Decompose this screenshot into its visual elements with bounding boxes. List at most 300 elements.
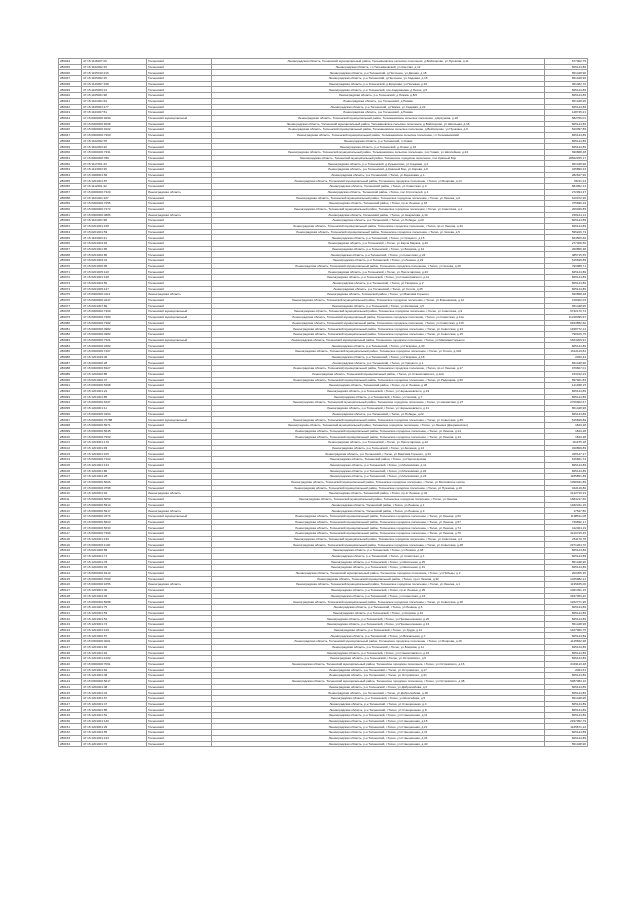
row-number-cell: 280075 xyxy=(59,292,82,298)
cadastral-number-cell: 47:15:1103003:41 xyxy=(82,235,147,241)
cadastral-value-cell: 516849,89 xyxy=(545,258,588,264)
cadastral-number-cell: 47:15:1201001:133 xyxy=(82,735,147,741)
address-cell: Ленинградская область, р-н Тосненский, г.Тосно, ул.Зеленая, д.14 xyxy=(212,445,545,451)
address-cell: Ленинградская область, Тосненский муниципальный район, Тосненское городское поселение, пос.Красный Бор xyxy=(212,155,545,161)
district-cell: Тосненский xyxy=(147,616,212,622)
cadastral-number-cell: 47:15:0201001:138 xyxy=(82,275,147,281)
address-cell: Ленинградская область, Тосненский муниципальный район, Тосненское городское поселение, г.Тосно, ул.Некрасова, д.27 xyxy=(212,400,545,406)
row-number-cell: 280054 xyxy=(59,172,82,178)
cadastral-value-cell: 153312,23 xyxy=(545,371,588,377)
address-cell: Ленинградская область, Тосненский муниципальный район, Тельмановское сельское поселение, г.п.Тельмановский xyxy=(212,132,545,138)
row-number-cell: 280127 xyxy=(59,587,82,593)
address-cell: Ленинградская область, Тосненский муниципальный район, Тельмановское сельское поселение, д.Войскорово, ул.Пушкина, д.9 xyxy=(212,127,545,133)
address-cell: Ленинградская область, Тосненский муниципальный район, Тосненское городское поселение, г.Тосно, ул.Радищева, д.30 xyxy=(212,377,545,383)
cadastral-value-cell: 825144,89 xyxy=(545,144,588,150)
address-cell: Ленинградская область, р-н Тосненский, д.Песочное, ул.Садовая, д.15 xyxy=(212,76,545,82)
district-cell: Тосненский xyxy=(147,172,212,178)
address-cell: Ленинградская область, Тосненский район, г.Тосно, ул.Ленина, д.1 xyxy=(212,502,545,508)
address-cell: Ленинградская область, р-н Тосненский, д.Пижма xyxy=(212,110,545,116)
cadastral-value-cell: 5387084,10 xyxy=(545,678,588,684)
row-number-cell: 280051 xyxy=(59,155,82,161)
district-cell: Тосненский xyxy=(147,161,212,167)
district-cell: Тосненский xyxy=(147,326,212,332)
row-number-cell: 280148 xyxy=(59,707,82,713)
cadastral-number-cell: 47:15:0000000:5633 xyxy=(82,525,147,531)
cadastral-value-cell: 1612119,84 xyxy=(545,349,588,355)
district-cell: Ленинградская область xyxy=(147,292,212,298)
district-cell: Тосненский xyxy=(147,690,212,696)
row-number-cell: 280111 xyxy=(59,496,82,502)
address-cell: Ленинградская область, р-н Тосненский, г.Тосно, ул.Советская, д.15 xyxy=(212,593,545,599)
row-number-cell: 280063 xyxy=(59,223,82,229)
address-cell: Ленинградская область, р-н Тосненский, г.Тосно, ул.Чернышевского, д.11 xyxy=(212,405,545,411)
cadastral-number-cell: 47:15:0000000:4113 xyxy=(82,292,147,298)
cadastral-number-cell: 47:15:0000000:9290 xyxy=(82,115,147,121)
address-cell: Ленинградская область, Тосненский муниципальный район, Тосненское городское поселение, г.Тосно, ул.Ленина (Дзержинского) xyxy=(212,423,545,429)
cadastral-number-cell: 47:15:1202001:85 xyxy=(82,707,147,713)
address-cell: Ленинградская область, р-н Тосненский, д.Кузьмолово, ул.Садовая, д.4 xyxy=(212,161,545,167)
row-number-cell: 280113 xyxy=(59,508,82,514)
address-cell: Ленинградская область, р-н Тосненский, д.Песочное, ул.Дачная, д.18 xyxy=(212,70,545,76)
district-cell: Тосненский xyxy=(147,622,212,628)
cadastral-value-cell: 375699,19 xyxy=(545,201,588,207)
address-cell: Ленинградская область, р-н Тосненский, г.Тосно, ул.Московская, д.11 xyxy=(212,462,545,468)
cadastral-value-cell: 825144,89 xyxy=(545,684,588,690)
district-cell: Тосненский xyxy=(147,485,212,491)
cadastral-value-cell: 1843,28 xyxy=(545,434,588,440)
address-cell: Ленинградская область, Тосненский муниципальный район, Тосненское городское поселение, г.Тосно, ул.Ленина, д.74 xyxy=(212,525,545,531)
cadastral-number-cell: 47:15:0000000:5617 xyxy=(82,678,147,684)
row-number-cell: 280129 xyxy=(59,599,82,605)
address-cell: Ленинградская область, р-н Тосненский, д.Пижма, д.8/4 xyxy=(212,93,545,99)
address-cell: Ленинградская область, Тосненский муниципальный район, Тосненское городское поселение, г.Тосно, ул.Максима Горького xyxy=(212,337,545,343)
district-cell: Тосненский xyxy=(147,64,212,70)
row-number-cell: 280084 xyxy=(59,343,82,349)
district-cell: Тосненский муниципальный xyxy=(147,514,212,520)
cadastral-value-cell: 2064,51 xyxy=(545,667,588,673)
cadastral-number-cell: 47:15:1101001:107 xyxy=(82,195,147,201)
cadastral-number-cell: 47:15:1203001:105 xyxy=(82,451,147,457)
cadastral-number-cell: 47:15:0000000:3798 xyxy=(82,485,147,491)
cadastral-value-cell: 825144,89 xyxy=(545,707,588,713)
row-number-cell: 280125 xyxy=(59,576,82,582)
address-cell: Ленинградская область, р-н Тосненский, г.Тосно, ул.Кирова, д.10 xyxy=(212,610,545,616)
cadastral-value-cell: 825144,89 xyxy=(545,394,588,400)
cadastral-number-cell: 47:15:1102002:78 xyxy=(82,138,147,144)
district-cell: Тосненский xyxy=(147,155,212,161)
district-cell: Тосненский xyxy=(147,661,212,667)
cadastral-value-cell: 1664209,91 xyxy=(545,337,588,343)
row-number-cell: 280072 xyxy=(59,275,82,281)
cadastral-number-cell: 47:15:0000000:9162 xyxy=(82,127,147,133)
address-cell: Ленинградская область, р-н Тосненский, г.Тосно, ул.Советская, д.1 xyxy=(212,553,545,559)
district-cell: Тосненский xyxy=(147,536,212,542)
cadastral-value-cell: 6493852,60 xyxy=(545,320,588,326)
row-number-cell: 280052 xyxy=(59,161,82,167)
cadastral-value-cell: 1051451,15 xyxy=(545,587,588,593)
district-cell: Тосненский xyxy=(147,206,212,212)
address-cell: Ленинградская область, Тосненский муниципальный район, Тельмановское сельское поселение, д.Ерзунова, д.18 xyxy=(212,115,545,121)
address-cell: Ленинградская область, р-н Тосненский, г.Тосно, ул.Станционная, д.8 xyxy=(212,707,545,713)
address-cell: Ленинградская область, р-н Тосненский, г.Тосно, ул.Станиславского, д.11 xyxy=(212,275,545,281)
cadastral-value-cell: 1098031,89 xyxy=(545,479,588,485)
district-cell: Тосненский xyxy=(147,280,212,286)
row-number-cell: 280138 xyxy=(59,650,82,656)
district-cell: Тосненский xyxy=(147,144,212,150)
cadastral-number-cell: 47:15:1103007:51 xyxy=(82,110,147,116)
district-cell: Тосненский xyxy=(147,252,212,258)
row-number-cell: 280147 xyxy=(59,701,82,707)
address-cell: Ленинградская область, р-н Тосненский, г.Тосно, ул.Ленина, д.5 xyxy=(212,605,545,611)
address-cell: Ленинградская область, р-н Тосненский, г.Тосно, ул.Победы, д.20 xyxy=(212,218,545,224)
district-cell: Тосненский xyxy=(147,229,212,235)
cadastral-value-cell: 825144,89 xyxy=(545,610,588,616)
row-number-cell: 280120 xyxy=(59,548,82,554)
address-cell: Ленинградская область, р-н Тосненский, г.Тосно, ул.Гагарина, д.40 xyxy=(212,343,545,349)
district-cell: Тосненский xyxy=(147,354,212,360)
address-cell: Ленинградская область, Тосненский муниципальный район, Тосненское городское поселение, г.Тосно, ул.Гоголя, д.102 xyxy=(212,349,545,355)
district-cell: Тосненский xyxy=(147,195,212,201)
cadastral-number-cell: 47:15:0000000:1656 xyxy=(82,582,147,588)
address-cell: Ленинградская область, р-н Тосненский, г.Тосно, ул.Станционная, д.4 xyxy=(212,701,545,707)
row-number-cell: 280119 xyxy=(59,542,82,548)
row-number-cell: 280044 xyxy=(59,115,82,121)
cadastral-value-cell: 597901,83 xyxy=(545,377,588,383)
cadastral-number-cell: 47:15:0000000:7091 xyxy=(82,661,147,667)
cadastral-number-cell: 47:15:1201001:76 xyxy=(82,741,147,747)
cadastral-value-cell: 282627,96 xyxy=(545,172,588,178)
cadastral-value-cell: 2497052,79 xyxy=(545,718,588,724)
row-number-cell: 280139 xyxy=(59,656,82,662)
cadastral-number-cell: 47:15:0000000:5671 xyxy=(82,423,147,429)
district-cell: Тосненский xyxy=(147,519,212,525)
address-cell: Ленинградская область, Тосненский район, г.Тосно, ул.Пролетарская xyxy=(212,457,545,463)
cadastral-number-cell: 47:15:1201001:134 xyxy=(82,462,147,468)
cadastral-number-cell: 47:15:0000000:28 xyxy=(82,360,147,366)
address-cell: Ленинградская область, р-н Тосненский, г.Тосно, ул.Гагарина, д.2 xyxy=(212,280,545,286)
address-cell: Ленинградская область, р-н Тосненский, г.Тосно, ул.Пролетарская, д.12 xyxy=(212,440,545,446)
district-cell: Тосненский xyxy=(147,411,212,417)
cadastral-number-cell: 47:15:1201001:51 xyxy=(82,713,147,719)
cadastral-value-cell: 206036,89 xyxy=(545,206,588,212)
cadastral-value-cell: 825144,89 xyxy=(545,87,588,93)
row-number-cell: 280049 xyxy=(59,144,82,150)
cadastral-value-cell: 825144,89 xyxy=(545,565,588,571)
cadastral-value-cell: 412464,19 xyxy=(545,525,588,531)
cadastral-number-cell: 47:15:1201001:93 xyxy=(82,445,147,451)
row-number-cell: 280053 xyxy=(59,167,82,173)
row-number-cell: 280094 xyxy=(59,400,82,406)
cadastral-value-cell: 3122719,33 xyxy=(545,491,588,497)
row-number-cell: 280123 xyxy=(59,565,82,571)
row-number-cell: 280079 xyxy=(59,314,82,320)
cadastral-number-cell: 47:15:1123003:36 xyxy=(82,167,147,173)
cadastral-number-cell: 47:15:1201001:62 xyxy=(82,667,147,673)
address-cell: Ленинградская область, р-н Тосненский, г.Тосно, ул.Труда, д.11 xyxy=(212,627,545,633)
row-number-cell: 280067 xyxy=(59,246,82,252)
cadastral-number-cell: 47:15:1105004:177 xyxy=(82,104,147,110)
cadastral-number-cell: 47:15:0000000:4982 xyxy=(82,326,147,332)
cadastral-number-cell: 47:15:0201007:89 xyxy=(82,303,147,309)
address-cell: Ленинградская область, Тосненский муниципальный район, Тосненское городское поселение, г.Тосно, ул.Ленина, д.57 xyxy=(212,519,545,525)
cadastral-value-cell: 651448,96 xyxy=(545,303,588,309)
district-cell: Тосненский xyxy=(147,639,212,645)
cadastral-value-cell: 825144,89 xyxy=(545,650,588,656)
row-number-cell: 280153 xyxy=(59,735,82,741)
district-cell: Тосненский муниципальный xyxy=(147,309,212,315)
row-number-cell: 280087 xyxy=(59,360,82,366)
cadastral-value-cell: 111975,18 xyxy=(545,440,588,446)
cadastral-number-cell: 47:15:1201001:28 xyxy=(82,474,147,480)
cadastral-value-cell: 825144,89 xyxy=(545,605,588,611)
row-number-cell: 280130 xyxy=(59,605,82,611)
address-cell: Ленинградская область, Тосненский муниципальный район, Тосненское городское поселение, г.Тосно, ул.Победы, д.2 xyxy=(212,570,545,576)
cadastral-number-cell: 47:15:0000000:1100 xyxy=(82,542,147,548)
address-cell: Ленинградская область, Тосненский муниципальный район, Тосненское городское поселение, г.Тосно, ул.Пушкина, д.16 xyxy=(212,485,545,491)
district-cell: Тосненский xyxy=(147,201,212,207)
row-number-cell: 280109 xyxy=(59,485,82,491)
district-cell: Тосненский xyxy=(147,496,212,502)
address-cell: Ленинградская область, Тосненский муниципальный район, Тосненское городское поселение, г.Тосно, ул.Советская, д.9 xyxy=(212,309,545,315)
cadastral-value-cell: 158124,14 xyxy=(545,212,588,218)
cadastral-value-cell: 825144,89 xyxy=(545,223,588,229)
cadastral-value-cell: 4129745,45 xyxy=(545,531,588,537)
district-cell: Тосненский xyxy=(147,178,212,184)
address-cell: Ленинградская область, Тосненский муниципальный район, Тосненское городское поселение, г.Тосно, ул.Советская, д.11б xyxy=(212,320,545,326)
cadastral-value-cell: 582756,01 xyxy=(545,115,588,121)
address-cell: Ленинградская область, Тосненский муниципальный район, Тосненское городское поселение, г.Тосно, ул.Ленина, д.52 xyxy=(212,514,545,520)
address-cell: Ленинградская область, Тосненский муниципальный район, Тосненское городское поселение, г.Тосно, ул.Блинникова, д.12 xyxy=(212,297,545,303)
row-number-cell: 280066 xyxy=(59,241,82,247)
cadastral-number-cell: 47:15:1102003:40 xyxy=(82,144,147,150)
address-cell: Ленинградская область, р-н Тосненский, г.Тосно, ул.Чехова, д.7 xyxy=(212,394,545,400)
address-cell: Ленинградская область, Тосненский район, г.Тосно, пр-кт Ленина, д.28 xyxy=(212,383,545,389)
cadastral-value-cell: 825144,89 xyxy=(545,644,588,650)
cadastral-value-cell: 1165871,22 xyxy=(545,724,588,730)
address-cell: Ленинградская область, р-н Тосненский, г.Тосно, ул.Станционная, д.40 xyxy=(212,741,545,747)
address-cell: Ленинградская область, Тосненский муниципальный район, Тосненское городское поселение, г.Тосно, ул.Советская, д.45 xyxy=(212,417,545,423)
address-cell: Ленинградская область, р-н Тосненский, г.Тосно, ул.Островского, д.5 xyxy=(212,656,545,662)
table-body xyxy=(59,59,588,747)
district-cell: Тосненский xyxy=(147,150,212,156)
cadastral-value-cell: 251170,78 xyxy=(545,536,588,542)
district-cell: Тосненский xyxy=(147,644,212,650)
row-number-cell: 280117 xyxy=(59,531,82,537)
table-row xyxy=(59,741,588,747)
district-cell: Тосненский xyxy=(147,713,212,719)
row-number-cell: 280045 xyxy=(59,121,82,127)
address-cell: Ленинградская область, р-н Тосненский, г.Тосно, ул.Урицкого, д.15 xyxy=(212,235,545,241)
cadastral-number-cell: 47:15:0201006:95 xyxy=(82,263,147,269)
cadastral-value-cell: 2706902,67 xyxy=(545,400,588,406)
row-number-cell: 280034 xyxy=(59,59,82,65)
district-cell: Тосненский муниципальный xyxy=(147,314,212,320)
address-cell: Ленинградская область, Тосненский район, г.Тосно, ул.Ленина, д.3 xyxy=(212,508,545,514)
cadastral-number-cell: 47:15:1201001:75 xyxy=(82,605,147,611)
cadastral-number-cell: 47:15:1201001:55 xyxy=(82,730,147,736)
address-cell: Ленинградская область, р-н Тосненский, г.Тосно, ул.Вокзальная, д.7 xyxy=(212,633,545,639)
cadastral-number-cell: 47:15:0000000:6337 xyxy=(82,400,147,406)
cadastral-number-cell: 47:15:0201002:86 xyxy=(82,252,147,258)
cadastral-number-cell: 47:15:1202002:85 xyxy=(82,371,147,377)
cadastral-value-cell: 825144,89 xyxy=(545,701,588,707)
cadastral-value-cell: 345147,37 xyxy=(545,451,588,457)
address-cell: Ленинградская область, Тосненский муниципальный район, Тельмановское сельское поселение, пос.Ушаки, ул.Шоссейная, д.24 xyxy=(212,150,545,156)
district-cell: Тосненский муниципальный xyxy=(147,115,212,121)
cadastral-number-cell: 47:15:0201006:89 xyxy=(82,548,147,554)
district-cell: Тосненский xyxy=(147,59,212,65)
cadastral-number-cell: 47:15:0000000:780 xyxy=(82,155,147,161)
cadastral-value-cell: 1045982,21 xyxy=(545,576,588,582)
cadastral-value-cell: 651448,96 xyxy=(545,741,588,747)
cadastral-value-cell: 651448,96 xyxy=(545,161,588,167)
address-cell: Ленинградская область, Тосненский муниципальный район, Тосненское городское поселение, г.Тосно, ул.Ленина, д.1 xyxy=(212,582,545,588)
row-number-cell: 280146 xyxy=(59,696,82,702)
district-cell: Тосненский xyxy=(147,258,212,264)
district-cell: Тосненский xyxy=(147,474,212,480)
cadastral-value-cell: 651448,96 xyxy=(545,98,588,104)
district-cell: Тосненский xyxy=(147,650,212,656)
address-cell: Ленинградская область, р-н Тосненский, г.Тосно, ул.Станиславского, д.15 xyxy=(212,650,545,656)
cadastral-number-cell: 47:15:0000000:7255 xyxy=(82,201,147,207)
district-cell: Тосненский xyxy=(147,400,212,406)
row-number-cell: 280131 xyxy=(59,610,82,616)
cadastral-value-cell: 825144,89 xyxy=(545,462,588,468)
address-cell: Ленинградская область, Тосненский муниципальный район, Тосненское городское поселение, г.Тосно, пр-кт Ленина, д.33 xyxy=(212,223,545,229)
district-cell: Тосненский xyxy=(147,576,212,582)
row-number-cell: 280142 xyxy=(59,673,82,679)
cadastral-number-cell: 47:15:1201001:52 xyxy=(82,616,147,622)
cadastral-value-cell: 825144,89 xyxy=(545,713,588,719)
cadastral-value-cell: 651448,96 xyxy=(545,622,588,628)
cadastral-value-cell: 844506,66 xyxy=(545,235,588,241)
address-cell: Ленинградская область, р-н Тосненский, г.Тосно, ул.Березовая, д.1 xyxy=(212,172,545,178)
cadastral-value-cell: 516849,89 xyxy=(545,417,588,423)
address-cell: Ленинградская область, р-н Тосненский, г.Тосно, ул.Победы, д.22 xyxy=(212,411,545,417)
row-number-cell: 280076 xyxy=(59,297,82,303)
cadastral-number-cell: 47:15:1105010:216 xyxy=(82,70,147,76)
district-cell: Тосненский xyxy=(147,332,212,338)
cadastral-number-cell: 47:15:1117001:43 xyxy=(82,161,147,167)
cadastral-value-cell: 520097,89 xyxy=(545,127,588,133)
cadastral-value-cell: 798106,75 xyxy=(545,332,588,338)
cadastral-number-cell: 47:15:0000000:9268 xyxy=(82,121,147,127)
row-number-cell: 280114 xyxy=(59,514,82,520)
cadastral-value-cell: 651448,96 xyxy=(545,696,588,702)
address-cell: Ленинградская область, р-н Тосненский, г.Тосно, ул.Островского, д.17 xyxy=(212,667,545,673)
cadastral-number-cell: 47:15:0201001:158 xyxy=(82,223,147,229)
address-cell: Ленинградская область, Тосненский муниципальный район, Тосненское городское поселение, г.Тосно, ул.Ленина, д.6 xyxy=(212,195,545,201)
cadastral-number-cell: 47:15:1201001:87 xyxy=(82,178,147,184)
district-cell: Тосненский xyxy=(147,434,212,440)
district-cell: Тосненский xyxy=(147,696,212,702)
district-cell: Тосненский xyxy=(147,320,212,326)
address-cell: Ленинградская область, р-н Тосненский, г.Тосно, ул.Максима Горького, д.33 xyxy=(212,451,545,457)
address-cell: Ленинградская область, р-н Тосненский, г.Тосно, ул.Станционная, д.31 xyxy=(212,730,545,736)
cadastral-number-cell: 47:15:1203001:30 xyxy=(82,587,147,593)
district-cell: Тосненский xyxy=(147,394,212,400)
address-cell: Ленинградская область, Тосненский муниципальный район, г.Тосно, пр-кт Ленина, д.32 xyxy=(212,576,545,582)
cadastral-value-cell: 2060,44 xyxy=(545,354,588,360)
row-number-cell: 280098 xyxy=(59,423,82,429)
address-cell: Ленинградская область, Тосненский муниципальный район, Тосненское городское поселение, г.Тосно, ул.Островского, д.16 xyxy=(212,661,545,667)
cadastral-value-cell: 651448,96 xyxy=(545,405,588,411)
cadastral-value-cell: 2349110,48 xyxy=(545,661,588,667)
district-cell: Тосненский xyxy=(147,724,212,730)
district-cell: Тосненский xyxy=(147,479,212,485)
cadastral-number-cell: 47:15:0201001:65 xyxy=(82,246,147,252)
cadastral-value-cell: 690868,48 xyxy=(545,150,588,156)
row-number-cell: 280061 xyxy=(59,212,82,218)
address-cell: Ленинградская область, р-н Тосненский, г.Тосно, ул.Пролетарская, д.23 xyxy=(212,269,545,275)
district-cell: Тосненский xyxy=(147,167,212,173)
district-cell: Тосненский xyxy=(147,235,212,241)
cadastral-number-cell: 47:15:0201005:137 xyxy=(82,286,147,292)
district-cell: Тосненский xyxy=(147,121,212,127)
district-cell: Тосненский xyxy=(147,297,212,303)
cadastral-number-cell: 47:15:0000000:7382 xyxy=(82,320,147,326)
row-number-cell: 280122 xyxy=(59,559,82,565)
row-number-cell: 280145 xyxy=(59,690,82,696)
address-cell: Ленинградская область, р-н Тосненский, г.Тосно, ул.Промышленная, д.20 xyxy=(212,616,545,622)
address-cell: Ленинградская область, р-н Тосненский, д.Красный Бор, ул.Кирова, д.9 xyxy=(212,167,545,173)
district-cell: Тосненский xyxy=(147,423,212,429)
address-cell: Ленинградская область, р-н Тосненский, г.Тосно, ул.Станционная, д.21 xyxy=(212,724,545,730)
cadastral-number-cell: 47:15:0201001:53 xyxy=(82,229,147,235)
address-cell: Ленинградская область, р-н Тосненский, г.Тосно, ул.Станционная, д.34 xyxy=(212,735,545,741)
cadastral-number-cell: 47:15:0000000:6313 xyxy=(82,570,147,576)
row-number-cell: 280137 xyxy=(59,644,82,650)
cadastral-value-cell: 825144,89 xyxy=(545,218,588,224)
address-cell: Ленинградская область, р-н Тосненский, г.Тосно, ул.Московская, д.24 xyxy=(212,468,545,474)
cadastral-value-cell: 651448,96 xyxy=(545,70,588,76)
cadastral-number-cell: 47:15:0201002:37 xyxy=(82,377,147,383)
cadastral-value-cell: 825144,89 xyxy=(545,275,588,281)
address-cell: Ленинградская область, р-н Тосненский, г.Тосно, ул.Станционная, д.15 xyxy=(212,718,545,724)
row-number-cell: 280108 xyxy=(59,479,82,485)
row-number-cell: 280086 xyxy=(59,354,82,360)
district-cell: Тосненский xyxy=(147,246,212,252)
address-cell: Ленинградская область, р-н Тосненский, г.Тосно, ул.Шоссейная, д.5 xyxy=(212,696,545,702)
row-number-cell: 280151 xyxy=(59,724,82,730)
address-cell: Ленинградская область, р-н Тосненский, д.Пижма, ул.Садовая, д.22 xyxy=(212,104,545,110)
cadastral-value-cell: 825144,89 xyxy=(545,286,588,292)
cadastral-number-cell: 47:15:0000000:7390 xyxy=(82,531,147,537)
cadastral-number-cell: 47:15:1105003:14 xyxy=(82,87,147,93)
cadastral-number-cell: 47:15:0000000:4983 xyxy=(82,332,147,338)
district-cell: Тосненский xyxy=(147,451,212,457)
row-number-cell: 280121 xyxy=(59,553,82,559)
cadastral-number-cell: 47:15:1203001:74 xyxy=(82,622,147,628)
cadastral-number-cell: 47:15:0000000:5688 xyxy=(82,599,147,605)
cadastral-number-cell: 47:15:1202001:53 xyxy=(82,610,147,616)
row-number-cell: 280102 xyxy=(59,445,82,451)
address-cell: Ленинградская область, р-н Тосненский, г.Тосно, ул.Московская, д.23 xyxy=(212,474,545,480)
address-cell: Ленинградская область, р-н Тосненский, г.Тосно, ул.Островского, д.31 xyxy=(212,673,545,679)
district-cell: Тосненский xyxy=(147,593,212,599)
row-number-cell: 280099 xyxy=(59,428,82,434)
row-number-cell: 280047 xyxy=(59,132,82,138)
row-number-cell: 280050 xyxy=(59,150,82,156)
district-cell: Тосненский xyxy=(147,343,212,349)
cadastral-number-cell: 47:15:0000000:5603 xyxy=(82,519,147,525)
row-number-cell: 280056 xyxy=(59,184,82,190)
cadastral-value-cell: 340809,89 xyxy=(545,445,588,451)
cadastral-number-cell: 47:15:0000000:3447 xyxy=(82,297,147,303)
cadastral-number-cell: 47:15:0000000:4001 xyxy=(82,639,147,645)
address-cell: Ленинградская область, Тосненский муниципальный район, Тосненское городское поселение, г.Тосно, ул.Боярова, д.19 xyxy=(212,639,545,645)
cadastral-number-cell: 47:15:0201003:94 xyxy=(82,241,147,247)
